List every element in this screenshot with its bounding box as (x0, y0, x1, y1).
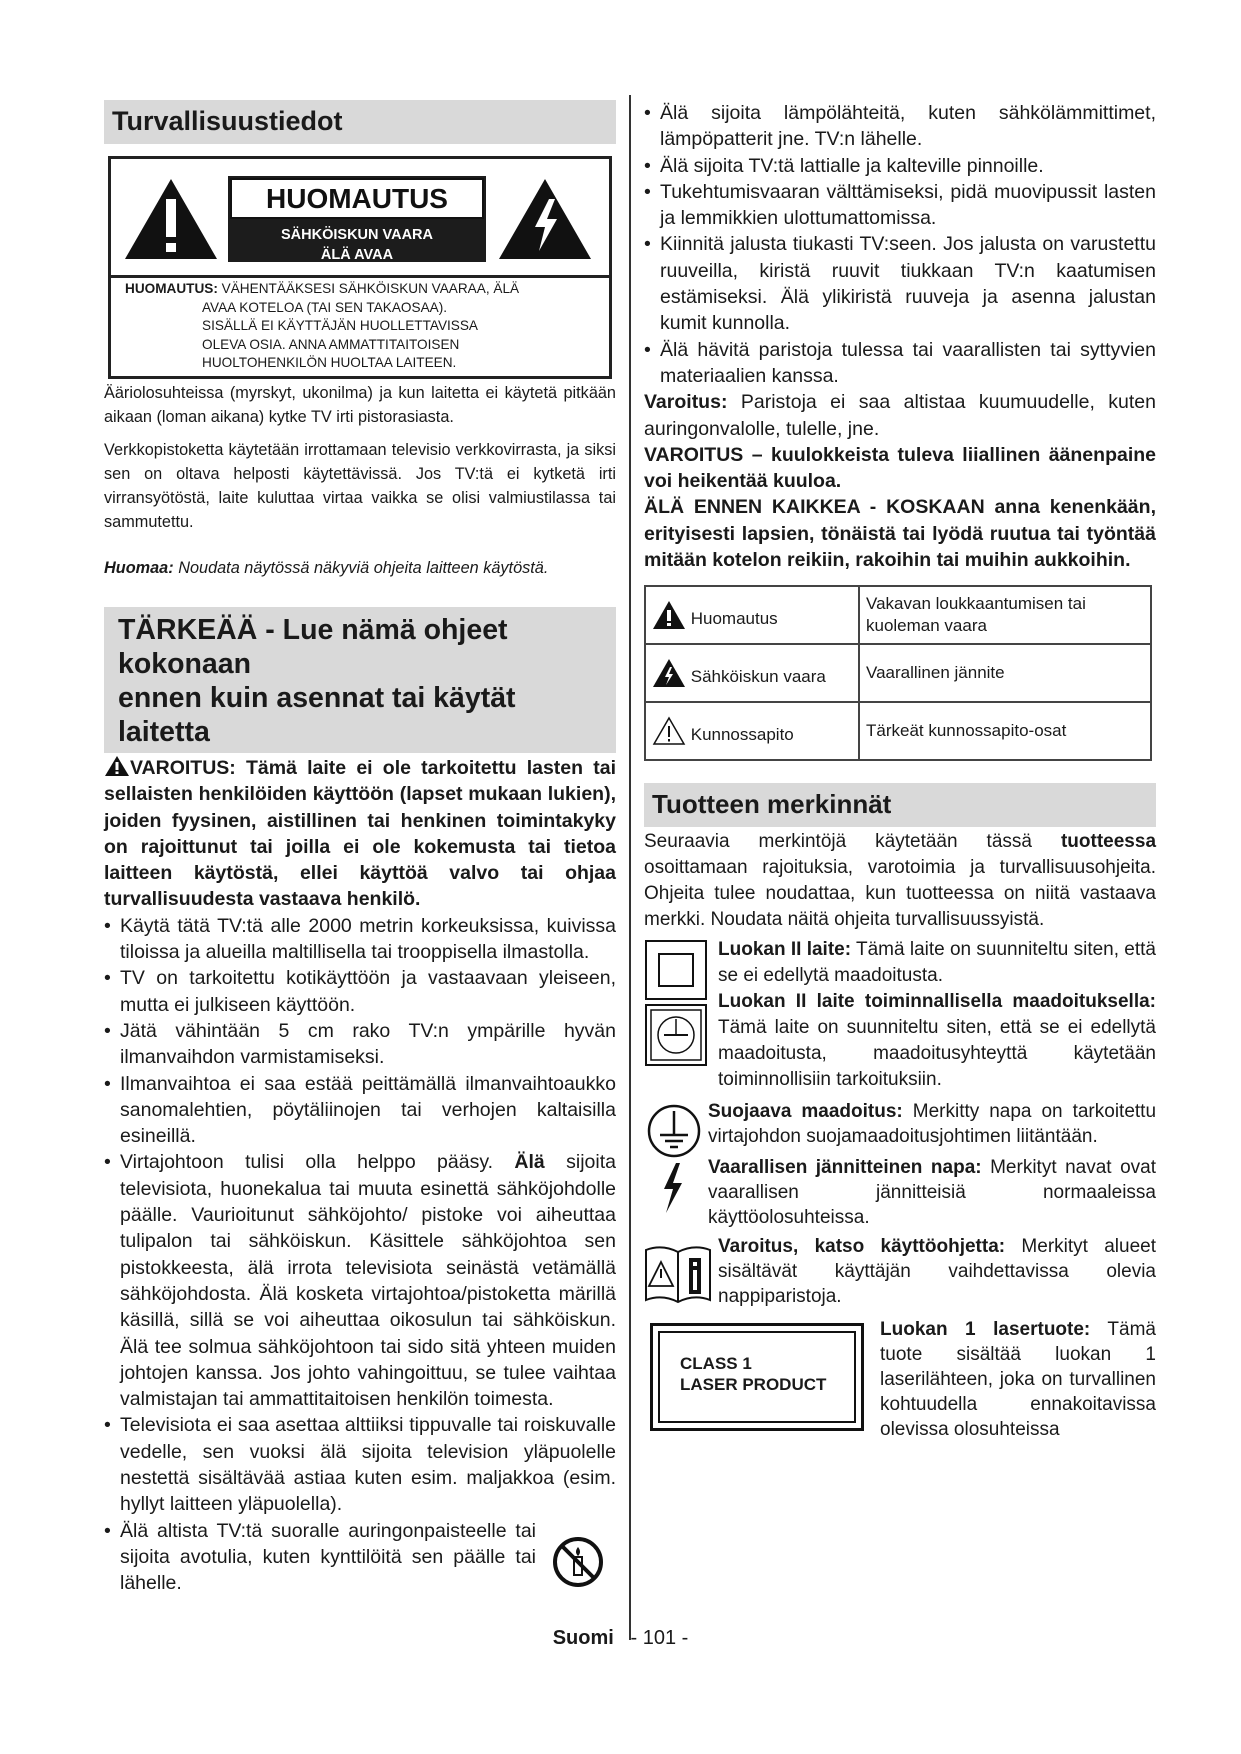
column-divider (629, 95, 631, 1640)
warning-sub2: ÄLÄ AVAA (320, 247, 394, 263)
laser-label-box (650, 1323, 864, 1431)
warning-text-2: AVAA KOTELOA (TAI SEN TAKAOSAA). (202, 299, 448, 315)
section-title-safety: Turvallisuustiedot (104, 100, 616, 144)
pe-text: Suojaava maadoitus: Merkitty napa on tarkoitettu virtajohdon suojamaadoitusjohtimen liitäntään. (708, 1101, 1157, 1148)
warning-text-5: HUOLTOHENKILÖN HUOLTAA LAITEEN. (202, 355, 457, 370)
maintenance-triangle-icon (652, 716, 686, 746)
class2f-text: Luokan II laite toiminnallisella maadoituksella: Tämä laite on suunniteltu siten, että se ei edellytä maadoitusta, maadoitusyhteyttä käytetään toiminnollisiin tarkoituksiin. (718, 991, 1156, 1091)
warning-box (108, 156, 612, 379)
note-text: Noudata näytössä näkyviä ohjeita laitteen käytöstä. (178, 559, 549, 577)
laser-box-line2: LASER PRODUCT (680, 1375, 827, 1395)
right-column (644, 100, 1156, 1467)
list-item: • Älä sijoita lämpölähteitä, kuten sähkölämmittimet, lämpöpatterit jne. TV:n lähelle. (644, 100, 1156, 153)
warning-divider (111, 275, 609, 278)
list-item: • TV on tarkoitettu kotikäyttöön ja vastaavaan yleiseen, mutta ei julkiseen käyttöön. (104, 965, 616, 1018)
lightning-triangle-icon (497, 177, 593, 261)
manual-icon (644, 1242, 712, 1304)
table-cell-meaning: Vaarallinen jännite (859, 644, 1151, 702)
note-label: Huomaa: (104, 559, 174, 577)
table-cell-symbol: Sähköiskun vaara (645, 644, 859, 702)
page-footer (0, 1627, 1241, 1650)
manual-text: Varoitus, katso käyttöohjetta: Merkityt alueet sisältävät käyttäjän vaihdettavissa olevia nappiparistoja. (718, 1236, 1157, 1308)
important-title-line1: TÄRKEÄÄ - Lue nämä ohjeet kokonaan (118, 614, 508, 680)
important-title-line2: ennen kuin asennat tai käytät laitetta (118, 682, 516, 748)
table-cell-symbol: Kunnossapito (645, 702, 859, 760)
note-paragraph (104, 556, 616, 580)
symbol-table (644, 585, 1152, 761)
class2-block (644, 937, 1156, 1093)
section-title-marks: Tuotteen merkinnät (644, 783, 1156, 827)
list-item: • Käytä tätä TV:tä alle 2000 metrin korkeuksissa, kuivissa tiloissa ja alueilla maltillisella tai trooppisella ilmastolla. (104, 913, 616, 966)
left-bullet-list (104, 913, 616, 1597)
warning-text-4: OLEVA OSIA. ANNA AMMATTITAITOISEN (202, 336, 460, 352)
paragraph-extreme-conditions: Ääriolosuhteissa (myrskyt, ukonilma) ja kun laitetta ei käytetä pitkään aikaan (loman aikana) kytke TV irti pistorasiasta. (104, 384, 616, 426)
table-cell-meaning: Tärkeät kunnossapito-osat (859, 702, 1151, 760)
table-row (645, 586, 1151, 644)
manual-block (644, 1234, 1156, 1309)
list-item: • Älä hävitä paristoja tulessa tai vaarallisten tai syttyvien materiaalien kanssa. (644, 337, 1156, 390)
battery-warning: Varoitus: Paristoja ei saa altistaa kuumuudelle, kuten auringonvalolle, tulelle, jne. (644, 391, 1156, 440)
hv-block (644, 1155, 1156, 1230)
caution-triangle-icon (123, 177, 219, 261)
warning-sub1: SÄHKÖISKUN VAARA (281, 227, 433, 243)
lightning-triangle-icon (652, 658, 686, 688)
hv-text: Vaarallisen jännitteinen napa: Merkityt navat ovat vaarallisen jännitteisiä normaaleissa käyttöolosuhteissa. (708, 1157, 1157, 1229)
marks-intro: Seuraavia merkintöjä käytetään tässä tuotteessa osoittamaan rajoituksia, varotoimia ja turvallisuusohjeita. Ohjeita tulee noudattaa, kun tuotteessa on niitä vastaava merkki. Noudata näitä ohjeita turvallisuussyistä. (644, 831, 1157, 931)
list-item: • Televisiota ei saa asettaa alttiiksi tippuvalle tai roiskuvalle vedelle, sen vuoksi älä sijoita television yläpuolelle nestettä sisältävää astiaa kuten esim. maljakkoa (esim. hyllyt laitteen yläpuolella). (104, 1412, 616, 1517)
never-warning: ÄLÄ ENNEN KAIKKEA - KOSKAAN anna kenenkään, erityisesti lapsien, tönäistä tai lyödä ruutua tai työntää mitään kotelon reikiin, rakoihin tai muihin aukkoihin. (644, 496, 1156, 572)
list-item: • Jätä vähintään 5 cm rako TV:n ympärille hyvän ilmanvaihdon varmistamiseksi. (104, 1018, 616, 1071)
class2-icons (644, 939, 708, 1067)
high-voltage-icon (660, 1161, 686, 1215)
page-number: - 101 - (630, 1627, 689, 1649)
list-item: • Älä altista TV:tä suoralle auringonpaisteelle tai sijoita avotulia, kuten kynttilöitä sen päälle tai lähelle. (104, 1518, 616, 1597)
list-item: • Virtajohtoon tulisi olla helppo pääsy. Älä sijoita televisiota, huonekalua tai muuta esinettä sähköjohdolle päälle. Vaurioitunut sähköjohto/ pistoke voi aiheuttaa tulipalon tai sähköiskun. Käsittele sähköjohtoa sen pistokkeesta, älä irrota televisiota seinästä vetämällä sähköjohdosta. Älä kosketa virtajohtoa/pistoketta märillä käsillä, sillä se voi aiheuttaa oikosulun tai sähköiskun. Älä tee solmua sähköjohtoon tai sido sitä yhteen muiden johtojen kanssa. Jos johto vahingoittuu, se tulee vaihtaa valmistajan tai ammattitaitoisen henkilön toimesta. (104, 1149, 616, 1412)
warning-text (125, 280, 595, 373)
caution-small-icon (104, 755, 130, 777)
right-bullet-list (644, 100, 1156, 389)
warning-text-label: HUOMAUTUS: (125, 281, 218, 296)
list-item: • Ilmanvaihtoa ei saa estää peittämällä ilmanvaihtoaukko sanomalehtien, pöytäliinojen tai verhojen kaltaisilla esineillä. (104, 1071, 616, 1150)
table-row (645, 702, 1151, 760)
headphone-warning: VAROITUS – kuulokkeista tuleva liiallinen äänenpaine voi heikentää kuuloa. (644, 443, 1156, 493)
list-item: • Tukehtumisvaaran välttämiseksi, pidä muovipussit lasten ja lemmikkien ulottumattomissa. (644, 179, 1156, 232)
warning-heading: HUOMAUTUS (230, 178, 484, 219)
list-item: • Älä sijoita TV:tä lattialle ja kalteville pinnoille. (644, 153, 1156, 179)
caution-triangle-icon (652, 600, 686, 630)
list-item: • Kiinnitä jalusta tiukasti TV:seen. Jos jalusta on varustettu ruuveilla, kiristä ruuvit tiukkaan TV:n kaatumisen estämiseksi. Älä ylikiristä ruuveja ja asenna jalustan kumit kunnolla. (644, 231, 1156, 336)
important-title (104, 607, 616, 753)
table-row (645, 644, 1151, 702)
laser-box-line1: CLASS 1 (680, 1354, 752, 1374)
footer-language: Suomi (552, 1627, 614, 1649)
warning-text-3: SISÄLLÄ EI KÄYTTÄJÄN HUOLLETTAVISSA (202, 318, 478, 333)
caution-paragraph (104, 755, 616, 913)
class2-text: Luokan II laite: Tämä laite on suunniteltu siten, että se ei edellytä maadoitusta. (718, 939, 1156, 987)
pe-block (644, 1099, 1156, 1149)
left-column (104, 100, 616, 1597)
protective-earth-icon (646, 1103, 702, 1159)
warning-text-1: VÄHENTÄÄKSESI SÄHKÖISKUN VAARAA, ÄLÄ (221, 281, 520, 296)
laser-text: Luokan 1 lasertuote: Tämä tuote sisältää luokan 1 laserilähteen, joka on turvallinen kohtuudella ennakoitavissa olevissa olosuhteissa (880, 1319, 1156, 1441)
table-cell-meaning: Vakavan loukkaantumisen tai kuoleman vaara (859, 586, 1151, 644)
paragraph-mains-plug: Verkkopistoketta käytetään irrottamaan televisio verkkovirrasta, ja siksi sen on oltava helposti käytettävissä. Jos TV:tä ei kytketä irti virransyötöstä, laite kuluttaa virtaa vaikka se olisi valmiustilassa tai sammutettu. (104, 441, 616, 531)
table-cell-symbol: Huomautus (645, 586, 859, 644)
warning-label (228, 176, 486, 262)
no-candle-icon (551, 1535, 605, 1589)
laser-block (644, 1317, 1156, 1467)
caution-text: VAROITUS: Tämä laite ei ole tarkoitettu lasten tai sellaisten henkilöiden käyttöön (lapset mukaan lukien), joiden fyysinen, aistillinen tai henkinen toimintakyky on rajoittunut tai joilla ei ole kokemusta tai tietoa laitteen käytöstä, ellei käyttöä valvo tai ohjaa turvallisuudesta vastaava henkilö. (104, 757, 616, 911)
